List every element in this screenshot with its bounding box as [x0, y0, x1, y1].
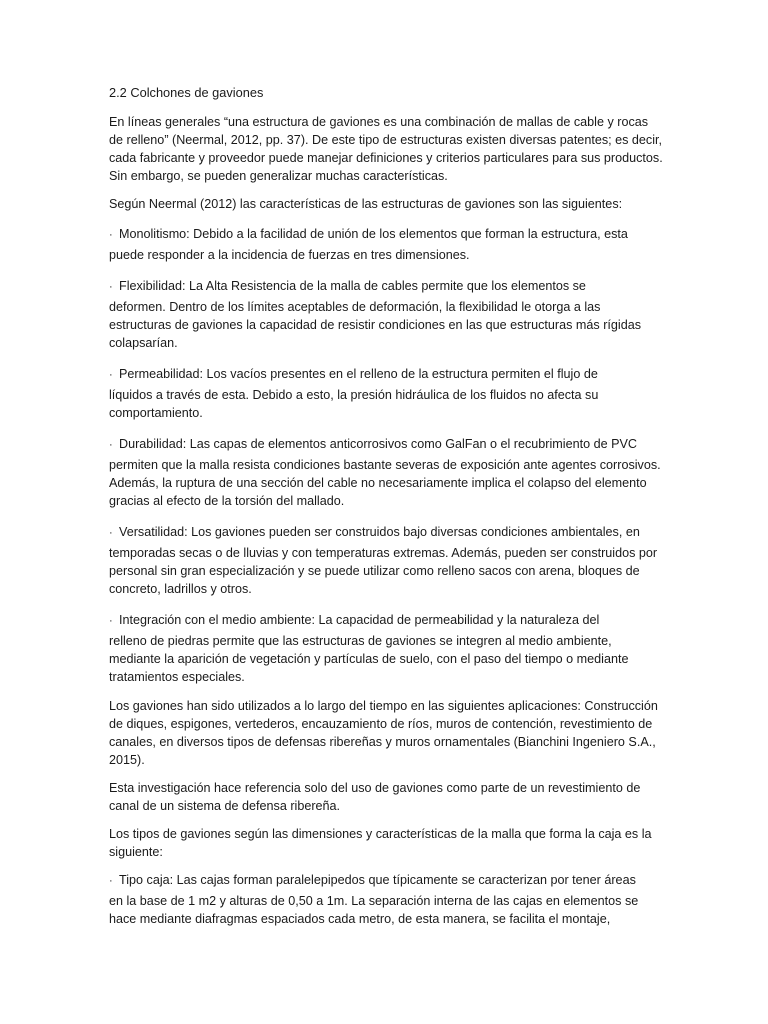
intro-paragraph: En líneas generales “una estructura de gaviones es una combinación de mallas de cable y rocas de relleno” (Neermal, 2012, pp. 37). De este tipo de estructuras existen diversas patentes; es decir, cada fabricante y proveedor puede manejar definiciones y criterios particulares para sus productos. Sin embargo, se pueden generalizar muchas características.: [109, 115, 663, 183]
bullet-icon: ·: [109, 369, 113, 381]
bullet-icon: ·: [109, 875, 113, 887]
bullet-first-line: Tipo caja: Las cajas forman paralelepipedos que típicamente se caracterizan por tener áreas: [119, 873, 636, 887]
bullet-icon: ·: [109, 281, 113, 293]
bullet-rest-text: temporadas secas o de lluvias y con temperaturas extremas. Además, pueden ser construidos por personal sin gran especialización y se puede utilizar como relleno sacos con arena, bloques de concreto, ladrillos y otros.: [109, 546, 658, 596]
bullet-rest-text: relleno de piedras permite que las estructuras de gaviones se integren al medio ambiente, mediante la aparición de vegetación y partículas de suelo, con el paso del tiempo o mediante tratamientos especiales.: [109, 634, 629, 684]
applications-paragraph: Los gaviones han sido utilizados a lo largo del tiempo en las siguientes aplicaciones: Construcción de diques, espigones, vertederos, encauzamiento de ríos, muros de contención, revestimiento de canales, en diversos tipos de defensas ribereñas y muros ornamentales (Bianchini Ingeniero S.A., 2015).: [109, 699, 658, 767]
section-heading: 2.2 Colchones de gaviones: [109, 85, 264, 100]
bullet-first-line: Durabilidad: Las capas de elementos anticorrosivos como GalFan o el recubrimiento de PVC: [119, 437, 638, 451]
characteristic-monolitismo: [109, 225, 665, 264]
bullet-rest-text: líquidos a través de esta. Debido a esto, la presión hidráulica de los fluidos no afecta su comportamiento.: [109, 388, 599, 420]
bullet-icon: ·: [109, 439, 113, 451]
characteristic-versatilidad: [109, 523, 665, 598]
characteristic-integracion: [109, 611, 665, 686]
bullet-rest-text: deformen. Dentro de los límites aceptables de deformación, la flexibilidad le otorga a las estructuras de gaviones la capacidad de resistir condiciones en las que estructuras más rígidas colapsarían.: [109, 300, 642, 350]
bullet-first-line: Versatilidad: Los gaviones pueden ser construidos bajo diversas condiciones ambientales, en: [119, 525, 640, 539]
characteristic-flexibilidad: [109, 277, 665, 352]
bullet-first-line: Monolitismo: Debido a la facilidad de unión de los elementos que forman la estructura, esta: [119, 227, 628, 241]
characteristic-durabilidad: [109, 435, 665, 510]
bullet-first-line: Integración con el medio ambiente: La capacidad de permeabilidad y la naturaleza del: [119, 613, 600, 627]
scope-paragraph: Esta investigación hace referencia solo del uso de gaviones como parte de un revestimiento de canal de un sistema de defensa ribereña.: [109, 781, 641, 813]
characteristics-intro: Según Neermal (2012) las características de las estructuras de gaviones son las siguientes:: [109, 197, 623, 211]
bullet-rest-text: permiten que la malla resista condiciones bastante severas de exposición ante agentes corrosivos. Además, la ruptura de una sección del cable no necesariamente implica el colapso del elemento gracias al efecto de la torsión del mallado.: [109, 458, 661, 508]
type-caja: [109, 871, 665, 928]
bullet-first-line: Permeabilidad: Los vacíos presentes en el relleno de la estructura permiten el flujo de: [119, 367, 598, 381]
bullet-rest-text: puede responder a la incidencia de fuerzas en tres dimensiones.: [109, 248, 470, 262]
bullet-icon: ·: [109, 527, 113, 539]
bullet-icon: ·: [109, 615, 113, 627]
bullet-rest-text: en la base de 1 m2 y alturas de 0,50 a 1m. La separación interna de las cajas en elementos se hace mediante diafragmas espaciados cada metro, de esta manera, se facilita el montaje,: [109, 894, 639, 926]
document-body: [109, 84, 665, 941]
characteristic-permeabilidad: [109, 365, 665, 422]
bullet-icon: ·: [109, 229, 113, 241]
types-intro: Los tipos de gaviones según las dimensiones y características de la malla que forma la caja es la siguiente:: [109, 827, 652, 859]
bullet-first-line: Flexibilidad: La Alta Resistencia de la malla de cables permite que los elementos se: [119, 279, 586, 293]
